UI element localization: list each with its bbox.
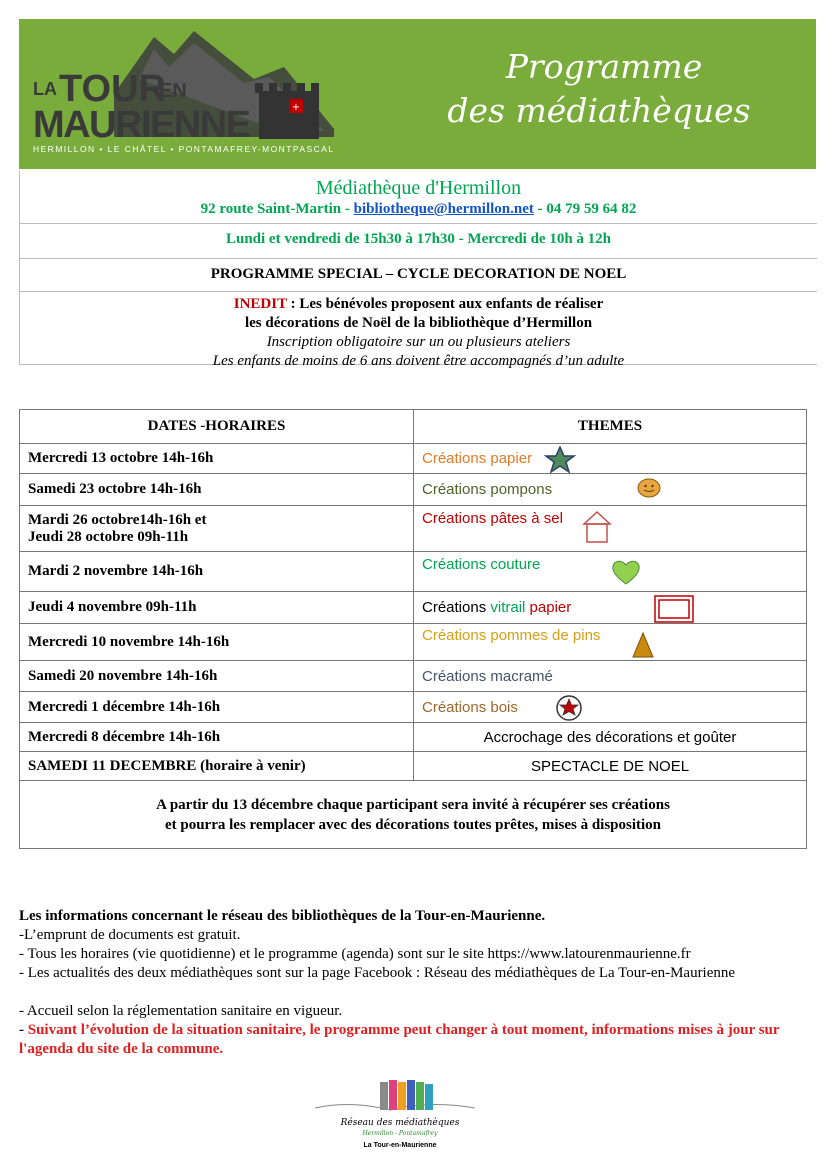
star-circle-icon (555, 694, 583, 722)
table-row: SAMEDI 11 DECEMBRE (horaire à venir) SPECTACLE DE NOEL (20, 752, 807, 781)
table-row: Jeudi 4 novembre 09h-11h Créations vitrail papier (20, 592, 807, 624)
theme-label: Créations bois (422, 698, 518, 716)
table-row: Mardi 2 novembre 14h-16h Créations couture (20, 552, 807, 592)
svg-text:MAURIENNE: MAURIENNE (33, 104, 251, 146)
table-row: Mercredi 10 novembre 14h-16h Créations pommes de pins (20, 624, 807, 661)
special-description: INEDIT : Les bénévoles proposent aux enfants de réaliser les décorations de Noël de la bibliothèque d’Hermillon Inscription obligatoire sur un ou plusieurs ateliers Les enfants de moins de 6 ans doivent être accompagnés d’un adulte (20, 292, 817, 365)
triangle-icon (632, 631, 654, 659)
email-link[interactable]: bibliotheque@hermillon.net (353, 201, 534, 217)
svg-text:HERMILLON • LE CHÂTEL • PONTAM: HERMILLON • LE CHÂTEL • PONTAMAFREY-MONTPASCAL (33, 144, 333, 154)
theme-label: Créations pompons (422, 481, 553, 498)
inedit-label: INEDIT (233, 296, 287, 312)
town-logo (19, 19, 349, 169)
table-row: Samedi 23 octobre 14h-16h Créations pompons (20, 474, 807, 506)
frame-icon (654, 595, 694, 623)
svg-text:EN: EN (159, 80, 187, 102)
banner-title-line1: Programme (505, 47, 703, 86)
books-icon (310, 1078, 480, 1120)
table-row: Samedi 20 novembre 14h-16h Créations macramé (20, 661, 807, 692)
library-address: 92 route Saint-Martin - bibliotheque@hermillon.net - 04 79 59 64 82 (200, 201, 637, 217)
star-icon (544, 446, 576, 474)
theme-label: Créations pâtes à sel (422, 510, 563, 527)
notes-heading: Les informations concernant le réseau des bibliothèques de la Tour-en-Maurienne. (19, 908, 546, 924)
theme-label: Créations couture (422, 556, 541, 573)
library-info (19, 171, 817, 369)
header-banner (19, 19, 816, 169)
column-header-themes: THEMES (414, 410, 807, 444)
network-logo: Réseau des médiathèques Hermillon - Pontamafrey La Tour-en-Maurienne (310, 1078, 480, 1158)
table-row: Mercredi 1 décembre 14h-16h Créations bois (20, 692, 807, 723)
theme-label: Créations papier (422, 450, 533, 467)
library-name: Médiathèque d'Hermillon (315, 177, 522, 199)
banner-title-line2: des médiathèques (447, 91, 751, 130)
svg-text:+: + (291, 102, 301, 113)
theme-label: Accrochage des décorations et goûter (483, 728, 737, 746)
svg-text:LA: LA (33, 79, 57, 99)
theme-label: Créations vitrail papier (422, 599, 572, 616)
table-footer: A partir du 13 décembre chaque participant sera invité à récupérer ses créations et pourra les remplacer avec des décorations toutes prêtes, mises à disposition (20, 781, 807, 849)
program-table (19, 409, 807, 849)
special-title: PROGRAMME SPECIAL – CYCLE DECORATION DE NOEL (20, 259, 817, 292)
theme-label: Créations macramé (422, 667, 553, 685)
smiley-icon (637, 477, 661, 499)
svg-text:TOUR: TOUR (59, 68, 166, 110)
network-info: Les informations concernant le réseau des bibliothèques de la Tour-en-Maurienne. -L’emprunt de documents est gratuit. - Tous les horaires (vie quotidienne) et le programme (agenda) sont sur le site https://www.latourenmaurienne.fr - Les actualités des deux médiathèques sont sur la page Facebook : Réseau des médiathèques de La Tour-en-Maurienne - Accueil selon la réglementation sanitaire en vigueur. - Suivant l’évolution de la situation sanitaire, le programme peut changer à tout moment, informations mises à jour sur l'agenda du site de la commune. (19, 907, 799, 1059)
warning-note: - Suivant l’évolution de la situation sanitaire, le programme peut changer à tout moment, informations mises à jour sur l'agenda du site de la commune. (19, 1022, 780, 1057)
table-row: Mercredi 13 octobre 14h-16h Créations papier (20, 444, 807, 474)
table-row: Mardi 26 octobre14h-16h et Jeudi 28 octobre 09h-11h Créations pâtes à sel (20, 506, 807, 552)
house-icon (582, 510, 612, 544)
table-row: Mercredi 8 décembre 14h-16h Accrochage des décorations et goûter (20, 723, 807, 752)
heart-icon (611, 558, 641, 586)
opening-hours: Lundi et vendredi de 15h30 à 17h30 - Mercredi de 10h à 12h (20, 224, 817, 259)
theme-label: Créations pommes de pins (422, 627, 601, 644)
column-header-dates: DATES -HORAIRES (20, 410, 414, 444)
theme-label: SPECTACLE DE NOEL (530, 757, 690, 775)
